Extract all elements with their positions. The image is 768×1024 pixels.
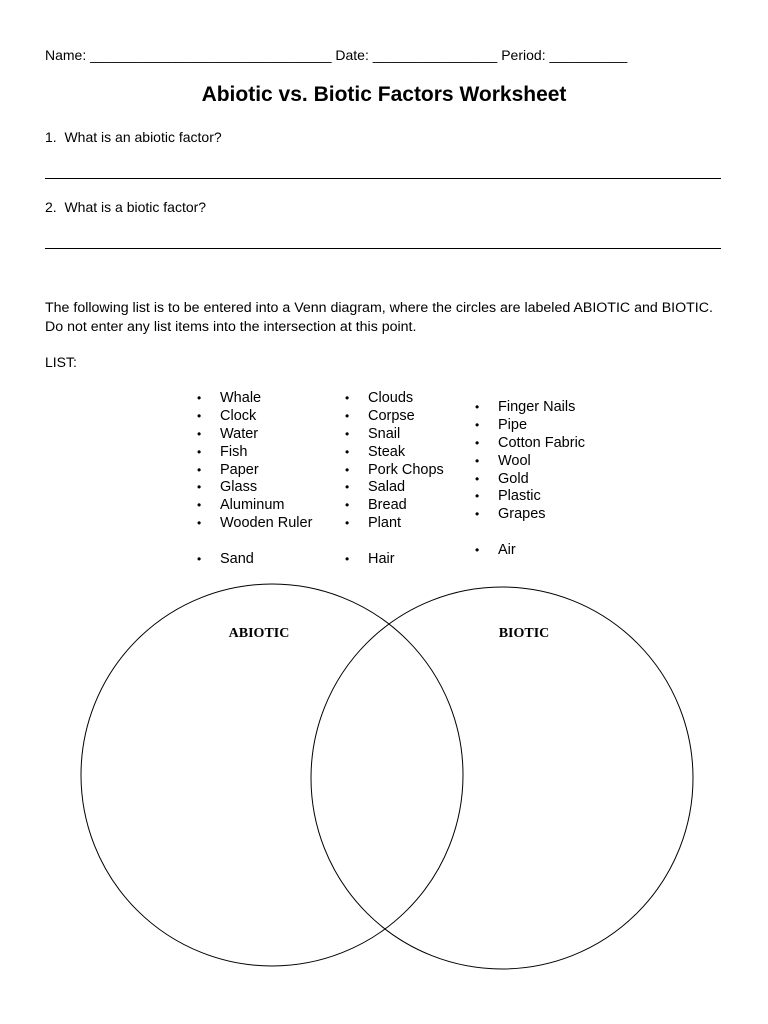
list-item: • Finger Nails bbox=[472, 399, 585, 417]
list-item: • Hair bbox=[342, 551, 444, 569]
question-1-text: What is an abiotic factor? bbox=[64, 129, 222, 145]
name-field[interactable]: _______________________________ bbox=[90, 47, 332, 63]
list-item: • Water bbox=[194, 426, 312, 444]
period-field[interactable]: __________ bbox=[549, 47, 628, 63]
list-item: • Whale bbox=[194, 390, 312, 408]
name-label: Name: bbox=[45, 47, 87, 63]
list-item: • Corpse bbox=[342, 408, 444, 426]
list-item: • Pork Chops bbox=[342, 462, 444, 480]
abiotic-circle[interactable] bbox=[81, 584, 463, 966]
page-title: Abiotic vs. Biotic Factors Worksheet bbox=[201, 83, 567, 106]
list-item: • Wool bbox=[472, 453, 585, 471]
list-item: • Paper bbox=[194, 462, 312, 480]
list-item: • Bread bbox=[342, 497, 444, 515]
question-2-text: What is a biotic factor? bbox=[64, 199, 207, 215]
period-label: Period: bbox=[501, 47, 546, 63]
list-item: • Cotton Fabric bbox=[472, 435, 585, 453]
list-item: • Clouds bbox=[342, 390, 444, 408]
list-item: • Plastic bbox=[472, 488, 585, 506]
list-item: • Glass bbox=[194, 479, 312, 497]
list-item: • Pipe bbox=[472, 417, 585, 435]
list-item: • Sand bbox=[194, 551, 312, 569]
biotic-label: BIOTIC bbox=[498, 626, 550, 641]
list-item: • Steak bbox=[342, 444, 444, 462]
list-item: • Salad bbox=[342, 479, 444, 497]
list-item: • Gold bbox=[472, 471, 585, 489]
question-1-number: 1. bbox=[45, 129, 57, 145]
date-field[interactable]: ________________ bbox=[372, 47, 498, 63]
list-label: LIST: bbox=[45, 354, 77, 370]
list-item: • Wooden Ruler bbox=[194, 515, 312, 533]
list-item: • Clock bbox=[194, 408, 312, 426]
instructions-paragraph: The following list is to be entered into a Venn diagram, where the circles are labeled ABIOTIC and BIOTIC. Do not enter any list items into the intersection at this point. bbox=[45, 300, 713, 335]
list-item: • Fish bbox=[194, 444, 312, 462]
date-label: Date: bbox=[335, 47, 369, 63]
question-2-number: 2. bbox=[45, 199, 57, 215]
list-item: • Plant bbox=[342, 515, 444, 533]
list-item: • Snail bbox=[342, 426, 444, 444]
list-item: • Grapes bbox=[472, 506, 585, 524]
list-item: • Air bbox=[472, 542, 585, 560]
abiotic-label: ABIOTIC bbox=[228, 626, 290, 641]
list-item: • Aluminum bbox=[194, 497, 312, 515]
biotic-circle[interactable] bbox=[311, 587, 693, 969]
